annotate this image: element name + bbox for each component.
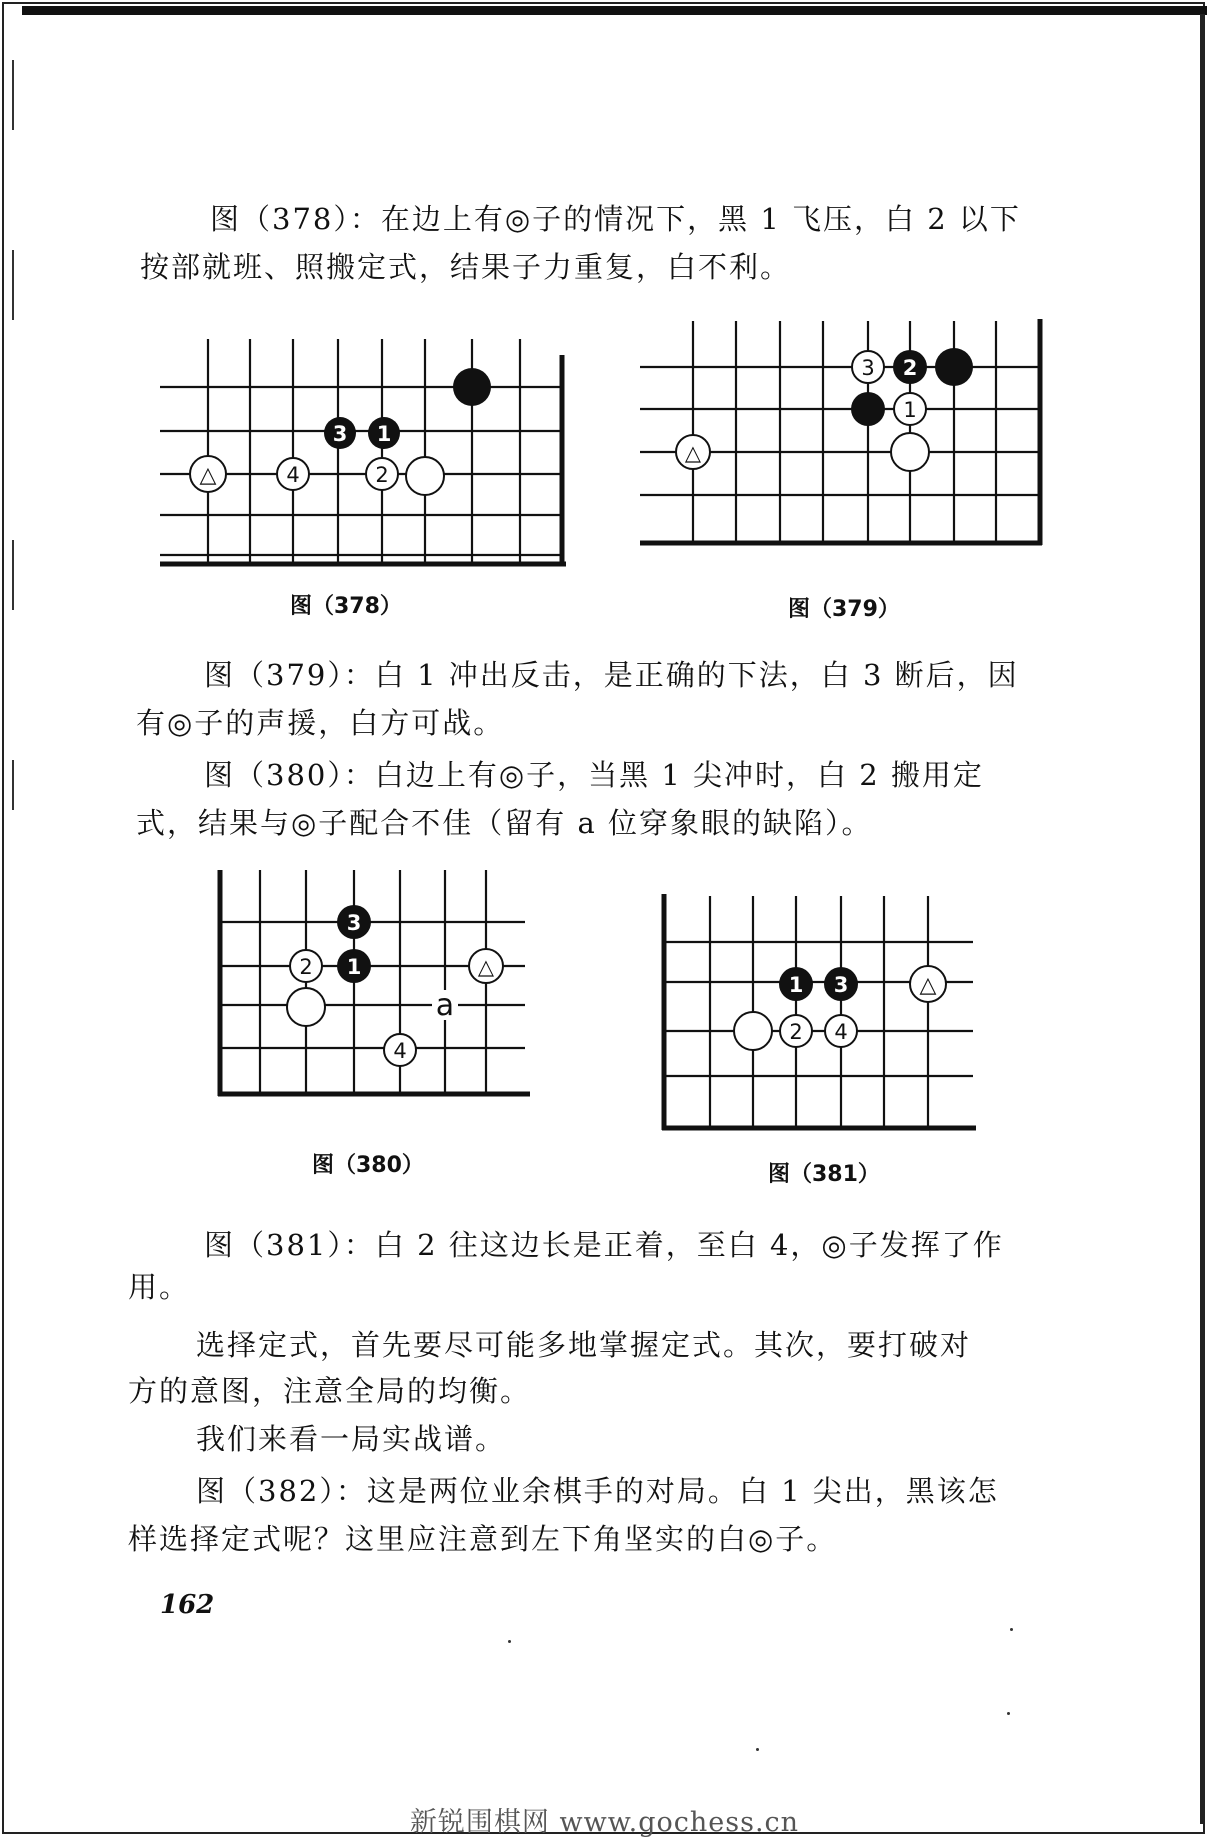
stone-label: 4 bbox=[286, 463, 300, 487]
paragraph-382-line1: 图（382）：这是两位业余棋手的对局。白 1 尖出，黑该怎 bbox=[196, 1474, 999, 1508]
scan-mark bbox=[12, 760, 14, 810]
black-stone bbox=[851, 392, 885, 426]
paragraph-380-line2: 式，结果与◎子配合不佳（留有 a 位穿象眼的缺陷）。 bbox=[136, 806, 873, 840]
stone-label: 1 bbox=[346, 955, 362, 979]
stone-label: △ bbox=[919, 973, 937, 998]
stone-label: 2 bbox=[375, 463, 389, 487]
paragraph-380-line1: 图（380）：白边上有◎子，当黑 1 尖冲时，白 2 搬用定 bbox=[204, 758, 984, 792]
go-diagram-380 bbox=[210, 870, 535, 1105]
paragraph-378-line1: 图（378）：在边上有◎子的情况下，黑 1 飞压，白 2 以下 bbox=[210, 202, 1021, 236]
white-stone bbox=[734, 1012, 772, 1050]
stone-label: 3 bbox=[833, 973, 849, 997]
right-edge bbox=[1200, 14, 1205, 1824]
caption-380: 图（380） bbox=[312, 1153, 424, 1178]
speck bbox=[756, 1748, 759, 1751]
marker-a: a bbox=[435, 988, 455, 1023]
stone-label: 2 bbox=[789, 1020, 803, 1044]
paragraph-378-line2: 按部就班、照搬定式，结果子力重复，白不利。 bbox=[140, 250, 792, 284]
speck bbox=[1007, 1712, 1010, 1715]
stone-label: △ bbox=[199, 463, 217, 488]
stone-label: 1 bbox=[788, 973, 804, 997]
go-diagram-379 bbox=[640, 315, 1050, 550]
stone-label: △ bbox=[684, 441, 702, 465]
paragraph-379-line2: 有◎子的声援，白方可战。 bbox=[136, 706, 505, 740]
speck bbox=[508, 1640, 511, 1643]
paragraph-382-line2: 样选择定式呢？这里应注意到左下角坚实的白◎子。 bbox=[128, 1522, 838, 1556]
caption-381: 图（381） bbox=[768, 1162, 880, 1187]
speck bbox=[1010, 1628, 1013, 1631]
paragraph-381-line2: 用。 bbox=[128, 1270, 191, 1304]
white-stone bbox=[406, 457, 444, 495]
paragraph-game-record: 我们来看一局实战谱。 bbox=[196, 1422, 507, 1456]
scan-mark bbox=[12, 250, 14, 320]
scan-mark bbox=[12, 60, 14, 130]
caption-378: 图（378） bbox=[290, 594, 402, 619]
caption-379: 图（379） bbox=[788, 597, 900, 622]
white-stone bbox=[287, 988, 325, 1026]
stone-label: 4 bbox=[834, 1020, 848, 1044]
stone-label: 3 bbox=[332, 422, 348, 446]
stone-label: △ bbox=[477, 955, 495, 979]
stone-label: 2 bbox=[902, 356, 918, 380]
go-diagram-378 bbox=[150, 335, 570, 580]
stone-label: 3 bbox=[861, 356, 875, 380]
stone-label: 3 bbox=[346, 911, 362, 935]
stone-label: 4 bbox=[393, 1039, 407, 1063]
stone-label: 2 bbox=[299, 955, 313, 979]
paragraph-selection-line1: 选择定式，首先要尽可能多地掌握定式。其次，要打破对 bbox=[196, 1328, 972, 1362]
go-diagram-381 bbox=[658, 890, 980, 1135]
paragraph-379-line1: 图（379）：白 1 冲出反击，是正确的下法，白 3 断后，因 bbox=[204, 658, 1019, 692]
stone-label: 1 bbox=[903, 398, 917, 422]
top-rule bbox=[22, 6, 1207, 15]
white-stone bbox=[891, 433, 929, 471]
scan-mark bbox=[12, 540, 14, 610]
stone-label: 1 bbox=[376, 422, 392, 446]
black-stone bbox=[453, 368, 491, 406]
black-stone bbox=[935, 348, 973, 386]
page-number: 162 bbox=[160, 1590, 215, 1620]
paragraph-381-line1: 图（381）：白 2 往这边长是正着，至白 4，◎子发挥了作 bbox=[204, 1228, 1004, 1262]
paragraph-selection-line2: 方的意图，注意全局的均衡。 bbox=[128, 1374, 532, 1408]
site-footer: 新锐围棋网 www.gochess.cn bbox=[409, 1807, 800, 1838]
